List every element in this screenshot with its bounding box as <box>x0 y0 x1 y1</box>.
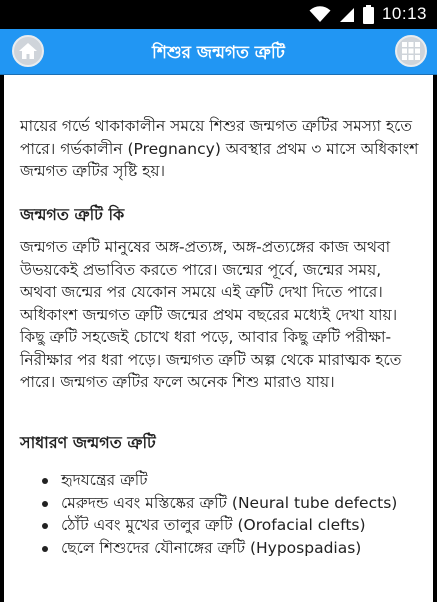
bullet-icon <box>42 501 48 507</box>
article-intro: মায়ের গর্ভে থাকাকালীন সময়ে শিশুর জন্মগত ত্রুটির সমস্যা হতে পারে। গর্ভকালীন (Pregnancy) অবস্থার প্রথম ৩ মাসে অধিকাংশ জন্মগত ত্রুটির সৃষ্টি হয়। <box>20 117 419 180</box>
defect-list <box>20 469 425 559</box>
list-item-text: হৃদযন্ত্রের ত্রুটি <box>61 471 148 489</box>
section-heading-what-is: জন্মগত ত্রুটি কি <box>20 205 125 224</box>
grid-menu-icon <box>402 42 420 60</box>
page-title: শিশুর জন্মগত ত্রুটি <box>152 43 285 63</box>
list-item <box>20 469 425 492</box>
list-item <box>20 514 425 537</box>
status-icons <box>309 4 427 24</box>
list-item <box>20 537 425 560</box>
wifi-icon <box>309 5 331 23</box>
grid-menu-button[interactable] <box>395 35 427 67</box>
list-item <box>20 492 425 515</box>
list-item-text: ছেলে শিশুদের যৌনাঙ্গের ত্রুটি (Hypospadias) <box>61 538 362 557</box>
list-item-text: মেরুদন্ড এবং মস্তিষ্কের ত্রুটি (Neural tube defects) <box>61 493 398 512</box>
signal-icon <box>339 5 355 23</box>
bullet-icon <box>42 546 48 552</box>
article-body-paragraph: জন্মগত ত্রুটি মানুষের অঙ্গ-প্রত্যঙ্গ, অঙ্গ-প্রত্যঙ্গের কাজ অথবা উভয়কেই প্রভাবিত করতে পারে। জন্মের পূর্বে, জন্মের সময়, অথবা জন্মের পর যেকোন সময়ে এই ত্রুটি দেখা দিতে পারে। অধিকাংশ জন্মগত ত্রুটি জন্মের প্রথম বছরের মধ্যেই দেখা যায়। কিছু ত্রুটি সহজেই চোখে ধরা পড়ে, আবার কিছু ত্রুটি পরীক্ষা-নিরীক্ষার পর ধরা পড়ে। জন্মগত ত্রুটি অল্প থেকে মারাত্মক হতে পারে। জন্মগত ত্রুটির ফলে অনেক শিশু মারাও যায়। <box>20 238 402 391</box>
section-heading-common-defects: সাধারণ জন্মগত ত্রুটি <box>20 433 156 452</box>
status-bar <box>0 0 437 29</box>
battery-icon <box>363 5 374 24</box>
article-content[interactable] <box>4 75 433 602</box>
list-item-text: ঠোঁট এবং মুখের তালুর ত্রুটি (Orofacial clefts) <box>61 516 366 534</box>
bullet-icon <box>42 523 48 529</box>
bullet-icon <box>42 478 48 484</box>
app-bar <box>0 29 437 75</box>
clock: 10:13 <box>381 4 427 23</box>
